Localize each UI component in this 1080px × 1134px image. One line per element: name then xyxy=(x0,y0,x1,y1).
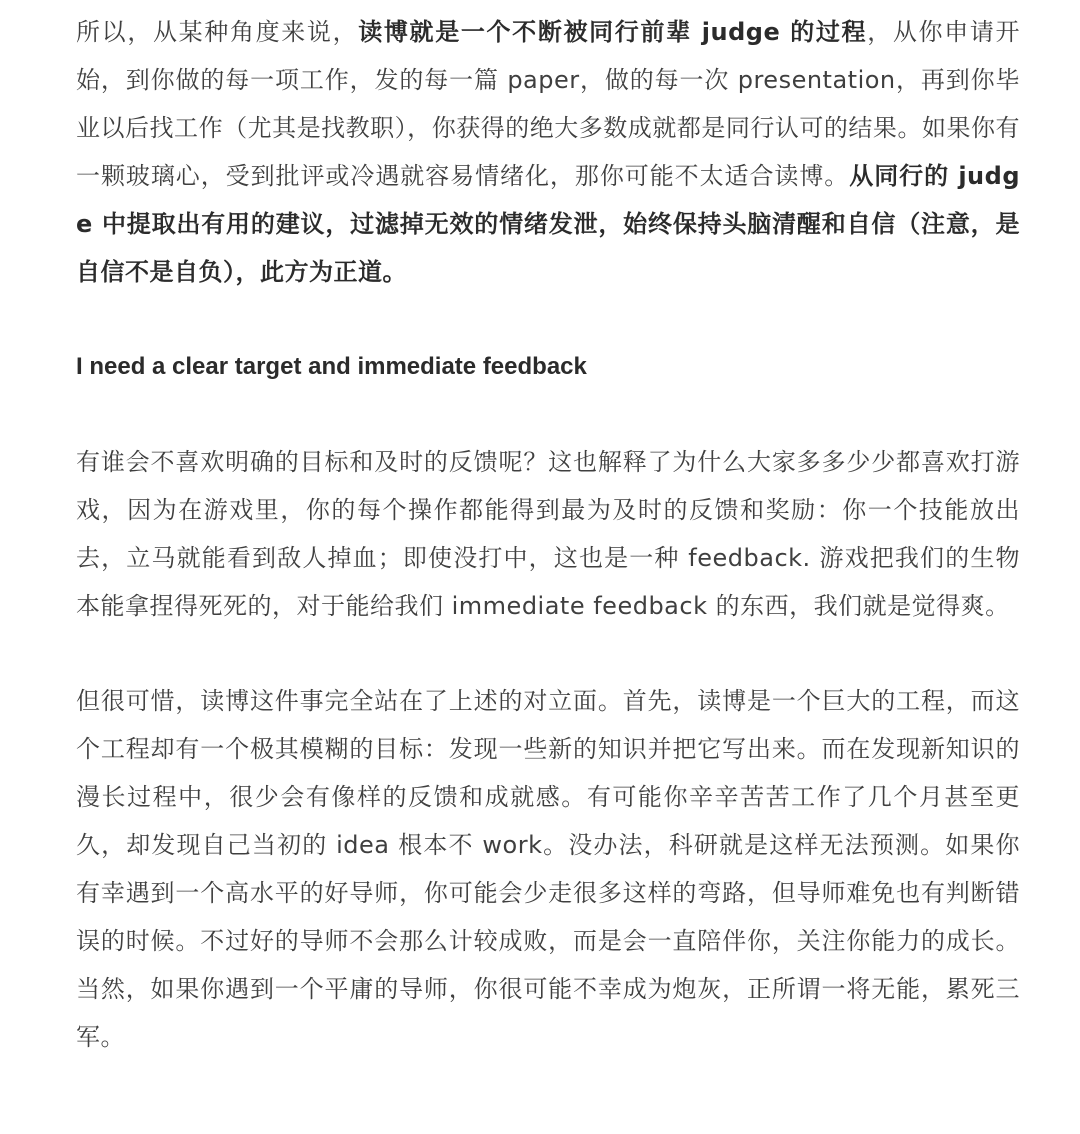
paragraph-judge-bold-1: 读博就是一个不断被同行前辈 judge 的过程 xyxy=(358,18,868,46)
paragraph-feedback: 有谁会不喜欢明确的目标和及时的反馈呢？这也解释了为什么大家多多少少都喜欢打游戏，因为在游戏里，你的每个操作都能得到最为及时的反馈和奖励：你一个技能放出去，立马就能看到敌人掉血；即使没打中，这也是一种 feedback. 游戏把我们的生物本能拿捏得死死的，对于能给我们 immediate feedback 的东西，我们就是觉得爽。 xyxy=(76,448,1020,620)
paragraph-judge-text-2: ，从你申请开始，到你做的每一项工作，发的每一篇 paper，做的每一次 presentation，再到你毕业以后找工作（尤其是找教职），你获得的绝大多数成就都是同行认可的结果。如果你有一颗玻璃心，受到批评或冷遇就容易情绪化，那你可能不太适合读博。 xyxy=(76,18,1021,190)
paragraph-judge-bold-2: 从同行的 judge 中提取出有用的建议，过滤掉无效的情绪发泄，始终保持头脑清醒和自信（注意，是自信不是自负），此方为正道。 xyxy=(76,162,1020,286)
section-heading: I need a clear target and immediate feedback xyxy=(76,353,587,380)
paragraph-phd-reality: 但很可惜，读博这件事完全站在了上述的对立面。首先，读博是一个巨大的工程，而这个工程却有一个极其模糊的目标：发现一些新的知识并把它写出来。而在发现新知识的漫长过程中，很少会有像样的反馈和成就感。有可能你辛辛苦苦工作了几个月甚至更久，却发现自己当初的 idea 根本不 work。没办法，科研就是这样无法预测。如果你有幸遇到一个高水平的好导师，你可能会少走很多这样的弯路，但导师难免也有判断错误的时候。不过好的导师不会那么计较成败，而是会一直陪伴你，关注你能力的成长。当然，如果你遇到一个平庸的导师，你很可能不幸成为炮灰，正所谓一将无能，累死三军。 xyxy=(76,687,1020,1051)
paragraph-judge xyxy=(76,8,1020,296)
paragraph-judge-text-1: 所以，从某种角度来说， xyxy=(76,18,359,46)
